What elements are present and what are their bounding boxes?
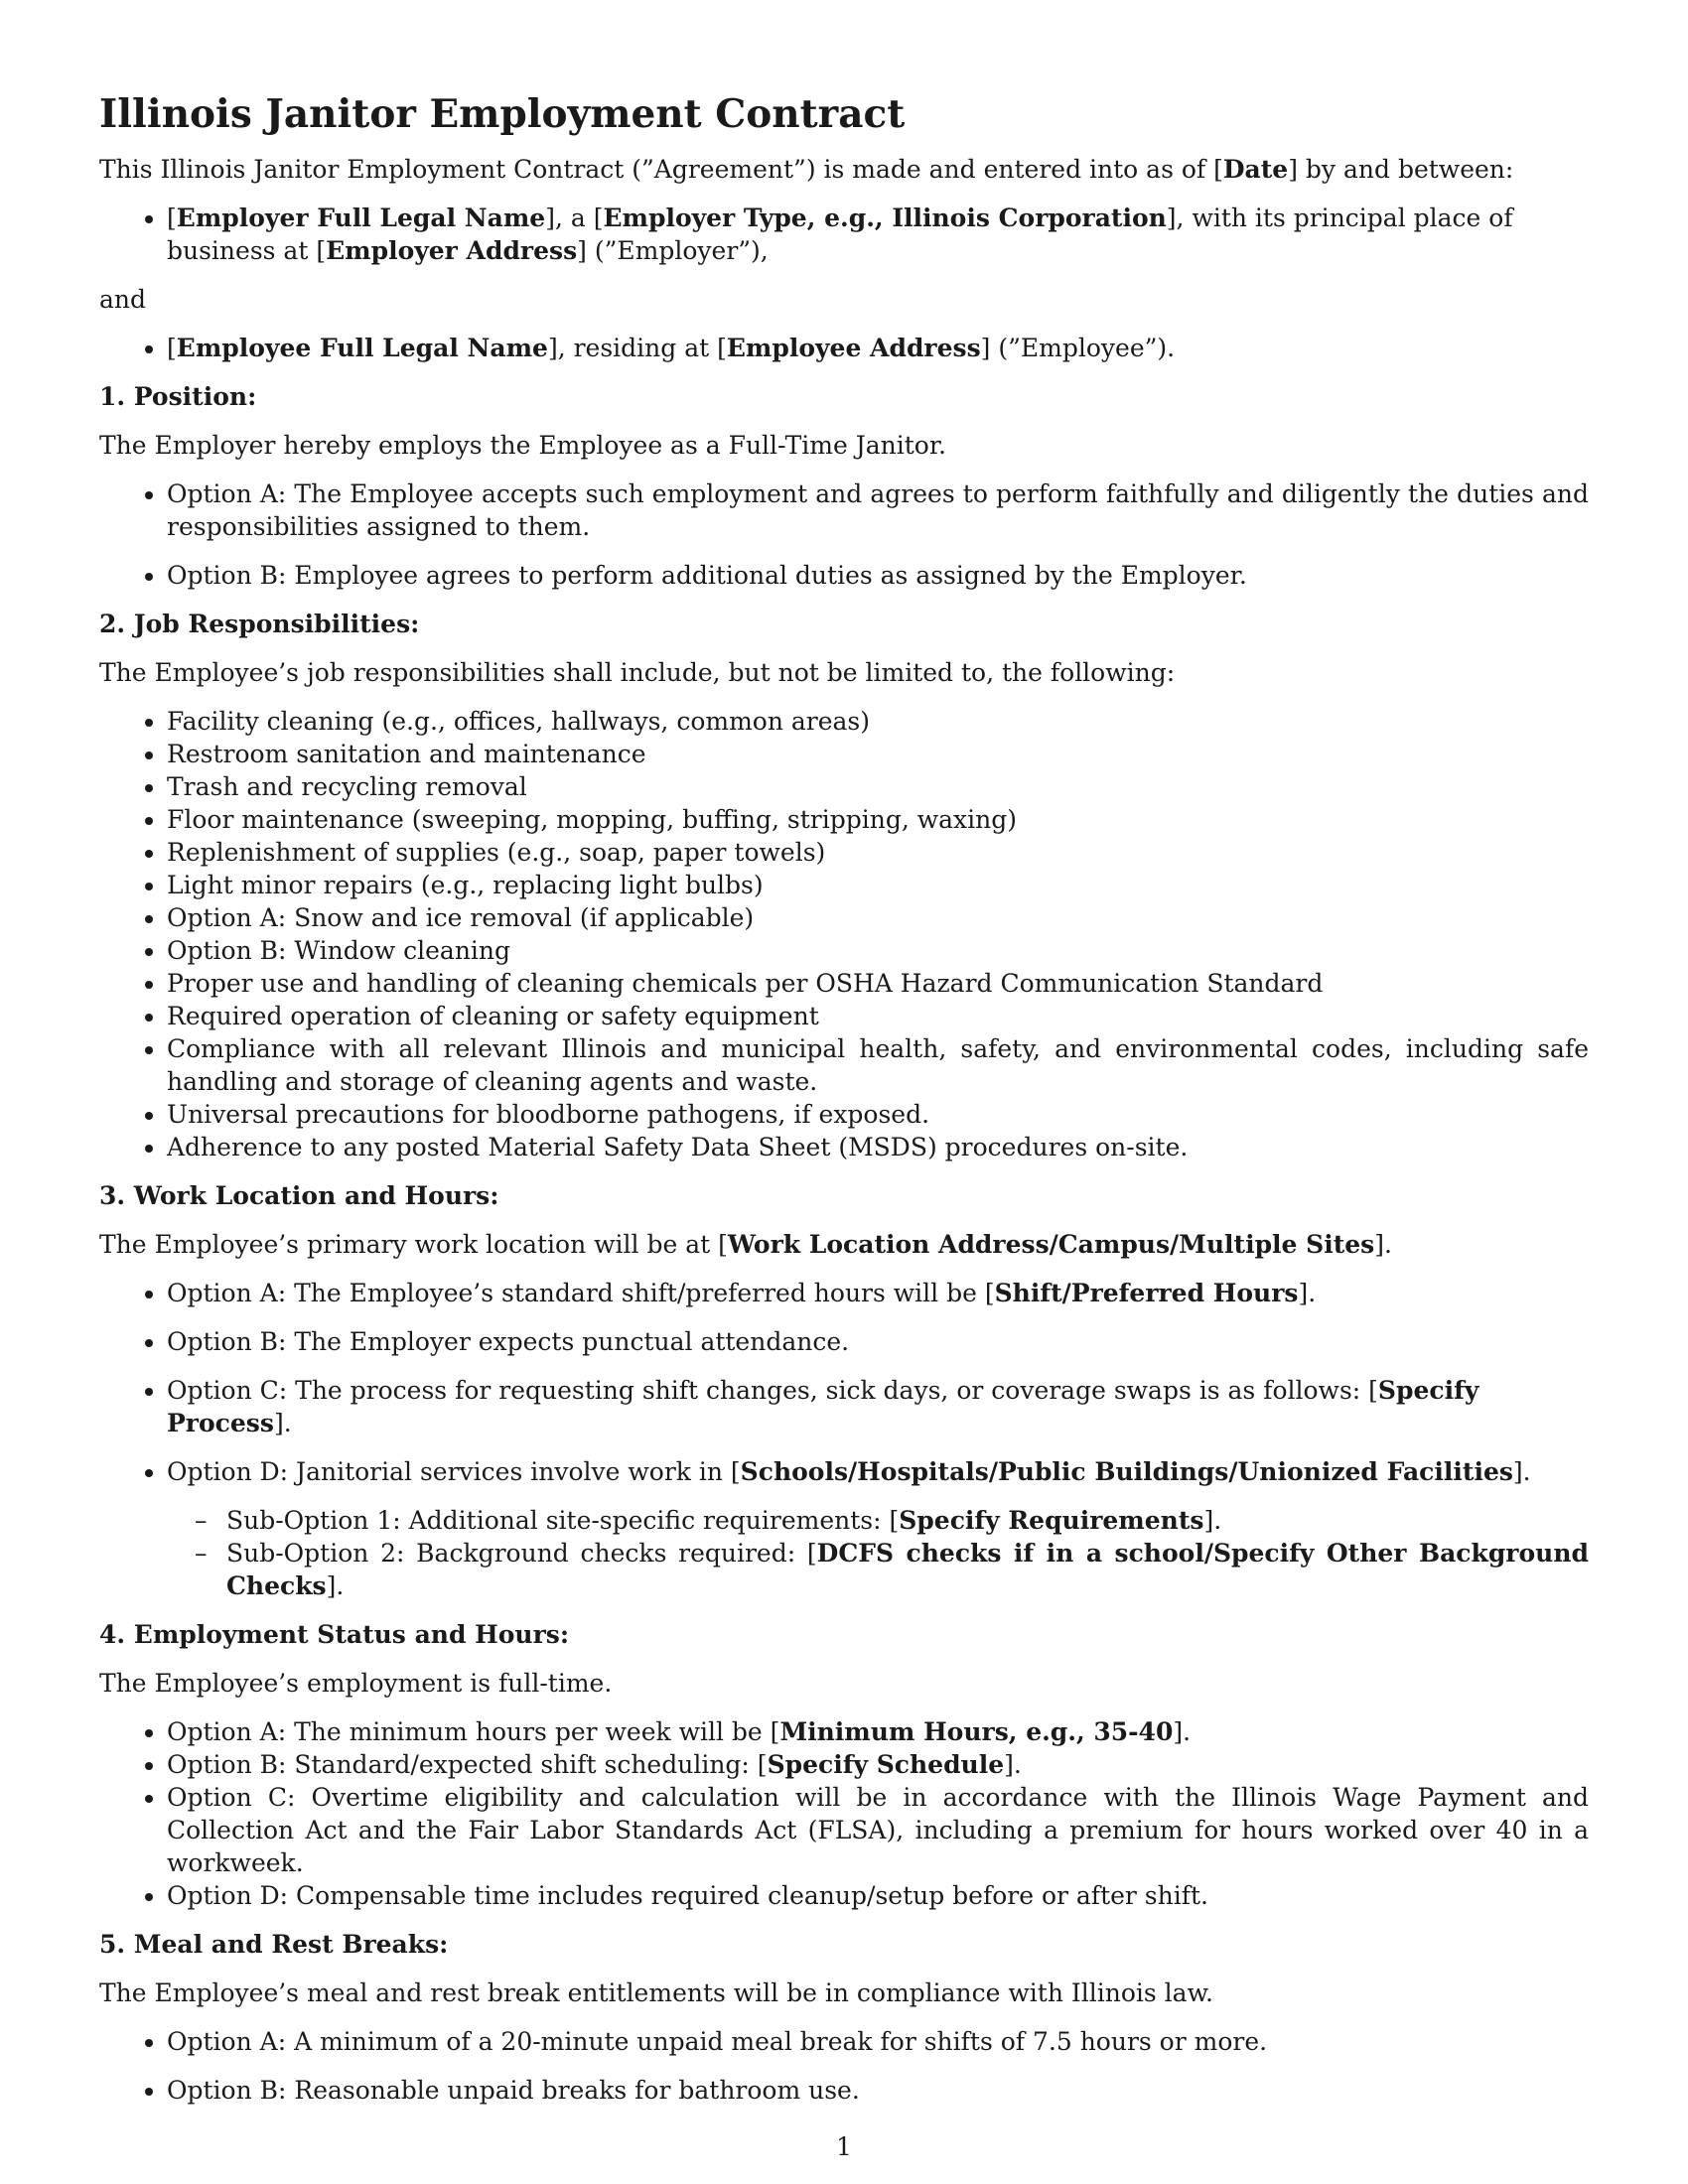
section-4-title: 4. Employment Status and Hours: — [99, 1620, 570, 1649]
section-1-title: 1. Position: — [99, 382, 257, 411]
section-5-intro: The Employee’s meal and rest break entitlements will be in compliance with Illinois law. — [99, 1979, 1213, 2007]
employee-list — [99, 332, 1589, 364]
list-item: • Trash and recycling removal — [167, 770, 1589, 803]
list-item: • Light minor repairs (e.g., replacing light bulbs) — [167, 869, 1589, 901]
employee-party: • [Employee Full Legal Name], residing at [Employee Address] (”Employee”). — [167, 332, 1589, 364]
and-text: and — [99, 285, 147, 314]
employer-type-placeholder: Employer Type, e.g., Illinois Corporation — [603, 204, 1167, 232]
intro-paragraph — [99, 153, 1589, 186]
sub-list-item: – Sub-Option 1: Additional site-specific requirements: [Specify Requirements]. — [226, 1504, 1589, 1537]
list-item: • Option B: Employee agrees to perform additional duties as assigned by the Employer. — [167, 559, 1589, 592]
list-item: • Option A: A minimum of a 20-minute unpaid meal break for shifts of 7.5 hours or more. — [167, 2025, 1589, 2058]
background-checks-placeholder: DCFS checks if in a school/Specify Other Background Checks — [226, 1539, 1589, 1600]
list-item: • Compliance with all relevant Illinois and municipal health, safety, and environmental codes, including safe handling and storage of cleaning agents and waste. — [167, 1032, 1589, 1098]
employer-address-placeholder: Employer Address — [326, 236, 578, 265]
list-item: • Restroom sanitation and maintenance — [167, 738, 1589, 770]
list-item: • Option C: The process for requesting shift changes, sick days, or coverage swaps is as follows: [Specify Process]. — [167, 1374, 1589, 1439]
minimum-hours-placeholder: Minimum Hours, e.g., 35-40 — [779, 1717, 1174, 1746]
section-2-intro: The Employee’s job responsibilities shall include, but not be limited to, the following: — [99, 658, 1176, 687]
employee-address-placeholder: Employee Address — [726, 334, 981, 362]
document-body — [99, 91, 1589, 2122]
section-4-intro: The Employee’s employment is full-time. — [99, 1669, 613, 1698]
section-4-options — [99, 1715, 1589, 1912]
page-number: 1 — [836, 2132, 852, 2161]
section-5-options — [99, 2025, 1589, 2107]
list-item: • Option B: Standard/expected shift scheduling: [Specify Schedule]. — [167, 1748, 1589, 1781]
section-5-title: 5. Meal and Rest Breaks: — [99, 1930, 449, 1959]
date-placeholder: Date — [1222, 155, 1289, 184]
list-item: • Option D: Compensable time includes required cleanup/setup before or after shift. — [167, 1879, 1589, 1912]
list-item: • Universal precautions for bloodborne pathogens, if exposed. — [167, 1098, 1589, 1131]
employee-name-placeholder: Employee Full Legal Name — [176, 334, 548, 362]
list-item: • Facility cleaning (e.g., offices, hallways, common areas) — [167, 705, 1589, 738]
intro-text: This Illinois Janitor Employment Contract (”Agreement”) is made and entered into as of [ — [99, 155, 1223, 184]
sub-list-item: – Sub-Option 2: Background checks required: [DCFS checks if in a school/Specify Other Background Checks]. — [226, 1537, 1589, 1602]
schedule-placeholder: Specify Schedule — [767, 1750, 1005, 1779]
requirements-placeholder: Specify Requirements — [899, 1506, 1204, 1535]
list-item: • Option B: Window cleaning — [167, 934, 1589, 967]
list-item: • Option C: Overtime eligibility and calculation will be in accordance with the Illinois Wage Payment and Collection Act and the Fair Labor Standards Act (FLSA), including a premium for hours worked over 40 in a workweek. — [167, 1781, 1589, 1879]
list-item: • Option B: The Employer expects punctual attendance. — [167, 1325, 1589, 1358]
list-item: • Adherence to any posted Material Safety Data Sheet (MSDS) procedures on-site. — [167, 1131, 1589, 1163]
list-item: • Option A: The minimum hours per week will be [Minimum Hours, e.g., 35-40]. — [167, 1715, 1589, 1748]
section-3-options — [99, 1277, 1589, 1602]
section-2-title: 2. Job Responsibilities: — [99, 610, 420, 638]
section-3-title: 3. Work Location and Hours: — [99, 1181, 499, 1210]
work-location-placeholder: Work Location Address/Campus/Multiple Sites — [727, 1230, 1375, 1259]
section-2-responsibilities — [99, 705, 1589, 1163]
employer-list — [99, 202, 1589, 267]
section-3-intro: The Employee’s primary work location will be at [Work Location Address/Campus/Multiple Sites]. — [99, 1230, 1392, 1259]
section-1-options — [99, 478, 1589, 592]
section-1-intro: The Employer hereby employs the Employee as a Full-Time Janitor. — [99, 431, 946, 460]
list-item: • Option D: Janitorial services involve work in [Schools/Hospitals/Public Buildings/Unionized Facilities]. – Sub-Option 1: Additional site-specific requirements: [Specify Requirements]. – Sub-Option 2: Background checks required: [DCFS checks if in a school/Specify Other Background Checks]. — [167, 1455, 1589, 1602]
list-item: • Option A: The Employee’s standard shift/preferred hours will be [Shift/Preferred Hours]. — [167, 1277, 1589, 1309]
shift-hours-placeholder: Shift/Preferred Hours — [994, 1279, 1299, 1307]
intro-text-end: ] by and between: — [1288, 155, 1514, 184]
section-3-sub-options — [167, 1504, 1589, 1602]
list-item: • Proper use and handling of cleaning chemicals per OSHA Hazard Communication Standard — [167, 967, 1589, 1000]
list-item: • Option A: The Employee accepts such employment and agrees to perform faithfully and diligently the duties and responsibilities assigned to them. — [167, 478, 1589, 543]
list-item: • Replenishment of supplies (e.g., soap, paper towels) — [167, 836, 1589, 869]
process-placeholder: Specify Process — [167, 1376, 1479, 1437]
employer-name-placeholder: Employer Full Legal Name — [176, 204, 546, 232]
list-item: • Required operation of cleaning or safety equipment — [167, 1000, 1589, 1032]
document-title: Illinois Janitor Employment Contract — [99, 91, 906, 137]
employer-party: • [Employer Full Legal Name], a [Employer Type, e.g., Illinois Corporation], with its principal place of business at [Employer Address] (”Employer”), — [167, 202, 1589, 267]
list-item: • Option B: Reasonable unpaid breaks for bathroom use. — [167, 2074, 1589, 2107]
facility-type-placeholder: Schools/Hospitals/Public Buildings/Unionized Facilities — [740, 1457, 1513, 1486]
list-item: • Option A: Snow and ice removal (if applicable) — [167, 901, 1589, 934]
list-item: • Floor maintenance (sweeping, mopping, buffing, stripping, waxing) — [167, 803, 1589, 836]
